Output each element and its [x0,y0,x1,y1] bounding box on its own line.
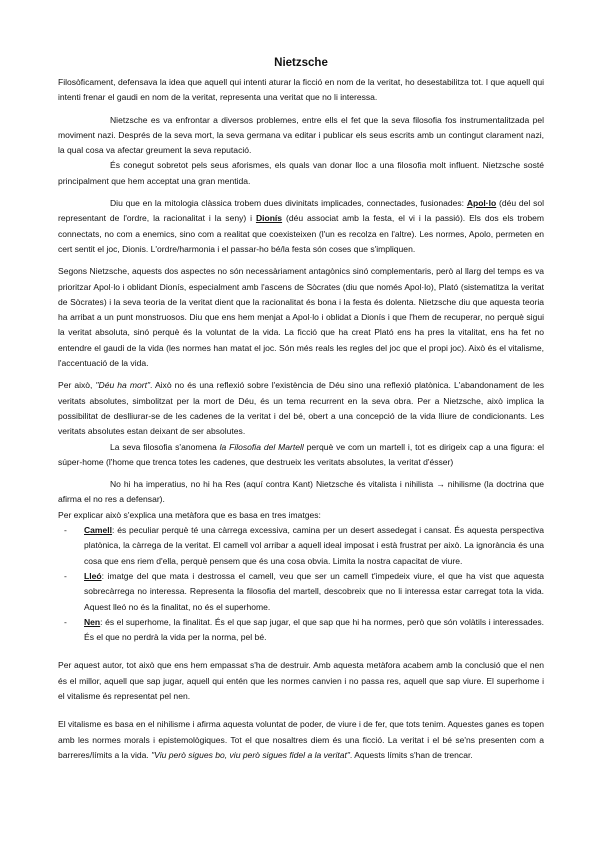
paragraph-intro: Filosòficament, defensava la idea que aquell qui intenti aturar la ficció en nom de la veritat, ho desestabilitza tot. I que aquell qui intenti frenar el gaudi en nom de la veritat, representa una veritat que no li interessa. [58,77,544,103]
paragraph-conclusion: Per aquest autor, tot això que ens hem empassat s'ha de destruir. Amb aquesta metàfora acabem amb la conclusió que el nen és el millor, aquell que sap jugar, aquell qui entén que les normes canvien i no passa res, aquell que sap viure. El superhome i el vitalisme és representat pel nen. [58,660,544,701]
term-nen: Nen [84,616,101,627]
text-run: Diu que en la mitologia clàssica trobem dues divinitats implicades, connectades, fusionades: [110,198,467,209]
paragraph-mythology [58,196,544,257]
text-run: (déu associat amb la festa, el vi i la passió). Els dos els trobem connectats, no com a enemics, sino com a realitat que coexisteixen (l'un es recolza en l'altre). Les normes, Apolo, permeten en cert sentit el joc, Dionis. L'ordre/harmonia i el passar-ho bé/la festa són coses que s'impliquen. [58,213,545,254]
paragraph-nazi: Nietzsche es va enfrontar a diversos problemes, entre ells el fet que la seva filosofia fos instrumentalitzada pel moviment nazi. Després de la seva mort, la seva germana va editar i publicar els seus escrits amb un contingut clarament nazi, la qual cosa va afectar greument la seva reputació. [58,114,544,156]
list-item-text: : imatge del que mata i destrossa el camell, veu que ser un camell t'impedeix viure, el que ha vist que aquesta sobrecàrrega no interessa. Representa la filosofia del martell, descobreix que no li interessa estar carregat tota la vida. Aquest lleó no és la finalitat, no és el superhome. [84,570,544,612]
text-run: perquè ve com un martell i, tot es dirigeix cap a una figura: el súper-home (l'home que trenca totes les cadenes, que destrueix les veritats absolutes, la veritat d'ésser) [58,441,545,467]
term-camell: Camell [84,525,113,536]
term-dionis: Dionís [255,213,283,224]
paragraph-metaphor-intro: Per explicar això s'explica una metàfora que es basa en tres imatges: [58,509,321,520]
text-run: . Aquests límits s'han de trencar. [349,749,473,760]
text-run: . Això no és una reflexió sobre l'existència de Déu sino una reflexió platònica. L'abandonament de les veritats absolutes, simbolitzat per la mort de Déu, és un tema recurrent en la seva obra. Per a Nietzsche, això implica la possibilitat de deslliurar-se de les cadenes de la veritat i del bé, obert a una concepció de la vida lliure de condicionants. Les veritats absolutes estan deixant de ser absolutes. [58,380,544,437]
text-run: (déu del sol representant de l'ordre, la racionalitat i la seny) i [58,198,545,224]
metaphor-list [58,523,544,645]
term-lleo: Lleó [84,570,102,581]
paragraph-aphorisms: És conegut sobretot pels seus aforismes, els quals van donar lloc a una filosofia molt influent. Nietzsche sosté principalment que hem acceptat una gran mentida. [58,160,544,186]
quote-live: "Viu però sigues bo, viu però sigues fidel a la veritat" [151,749,350,760]
term-apolo: Apol·lo [466,198,497,209]
list-item-camell [58,523,544,569]
text-run: Per això, [58,380,96,391]
paragraph-god-is-dead [58,378,544,439]
paragraph-complementary: Segons Nietzsche, aquests dos aspectes no són necessàriament antagònics sinó complementaris, però al llarg del temps es va prioritzar Apol·lo i oblidant Dionís, especialment amb l'ascens de Sòcrates (diu que només Apol·lo), Plató (sistematitza la veritat de Sòcrates) i la seva teoria de la veritat dient que la racionalitat és bona i la festa és dolenta. Nietzsche diu que aquesta teoria ha arribat a un punt monstruosos. Diu que ens hem menjat a Apol·lo i oblidat a Dionís i que l'hem de recuperar, no perquè sigui la veritat absoluta, sinó perquè és la voluntat de la vida. La ficció que ha creat Plató ens ha pres la vitalitat, ens ha fet no entendre el gaudi de la vida (les normes han matat el joc. Són més reals les regles del joc que el propi joc). Això és el vitalisme, l'accentuació de la vida. [58,266,544,369]
paragraph-vitalism [58,717,544,763]
list-item-text: : és el superhome, la finalitat. És el que sap jugar, el que sap que hi ha normes, però que són volàtils i interessades. És el que no perdrà la vida per la norma, pel bé. [84,616,544,643]
work-title: la Filosofia del Martell [219,441,304,452]
quote-god-is-dead: "Déu ha mort" [95,380,150,391]
bullet-dash: - [64,570,67,581]
list-item-lleo [58,569,544,615]
text-run: La seva filosofia s'anomena [110,441,220,452]
paragraph-hammer [58,440,544,471]
list-item-nen [58,615,544,646]
bullet-dash: - [64,525,67,536]
bullet-dash: - [64,616,67,627]
document-page [58,56,544,763]
text-run: El vitalisme es basa en el nihilisme i afirma aquesta voluntat de poder, de viure i de fer, que tots tenim. Aquestes ganes es topen amb les normes morals i epistemològiques. Tot el que nosaltres diem és una ficció. La veritat i el bé se'ns presenten com a barreres/límits a la vida. [58,719,544,760]
paragraph-nihilism: No hi ha imperatius, no hi ha Res (aquí contra Kant) Nietzsche és vitalista i nihilista → nihilisme (la doctrina que afirma el no res a defensar). [58,479,544,505]
document-title: Nietzsche [274,57,328,69]
list-item-text: : és peculiar perquè té una càrrega excessiva, camina per un desert assedegat i cansat. És aquesta perspectiva platònica, la càrrega de la veritat. El camell vol arribar a aquell ideal imposat i està frustrat per això. La ignorància és una cosa que ens riem d'ella, perquè pensem que és una cosa obvia. Limita la nostra capacitat de viure. [84,525,544,566]
